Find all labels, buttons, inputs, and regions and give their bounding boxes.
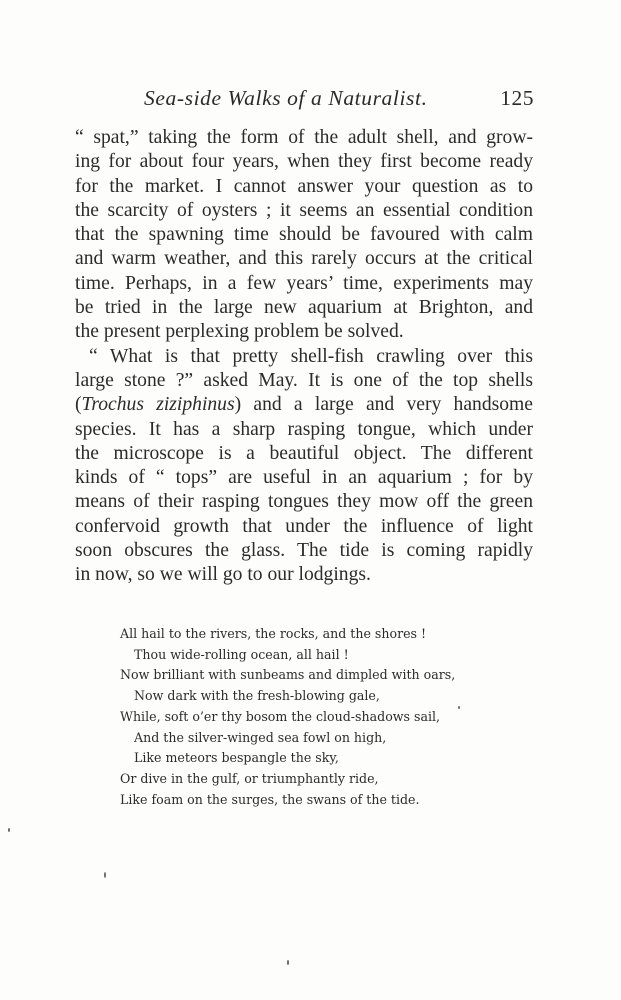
poem-line: Now dark with the fresh-blowing gale, (134, 688, 380, 704)
text-line: soon obscures the glass. The tide is coming rapidly (75, 540, 533, 562)
body-text (75, 126, 533, 588)
text-line: “ What is that pretty shell-fish crawling over this (89, 345, 533, 367)
poem-stanza (120, 624, 500, 810)
open-paren: ( (75, 394, 82, 416)
text-fragment: ) and a large and very handsome (234, 394, 533, 416)
text-line: the microscope is a beautiful object. The different (75, 442, 533, 464)
page-number: 125 (500, 86, 534, 110)
text-line: ing for about four years, when they first become ready (75, 151, 533, 173)
text-line-with-species (75, 393, 533, 417)
text-line: in now, so we will go to our lodgings. (75, 564, 371, 586)
poem-line: Or dive in the gulf, or triumphantly ride, (120, 770, 379, 786)
text-line: confervoid growth that under the influence of light (75, 515, 533, 537)
text-line: means of their rasping tongues they mow off the green (75, 491, 533, 513)
text-line: the present perplexing problem be solved. (75, 321, 404, 343)
text-line: “ spat,” taking the form of the adult shell, and grow- (75, 127, 533, 148)
paper-speck (287, 960, 289, 965)
text-line: and warm weather, and this rarely occurs at the critical (75, 248, 533, 270)
poem-line: Like foam on the surges, the swans of the tide. (120, 791, 420, 807)
paper-speck (104, 872, 106, 878)
running-title: Sea-side Walks of a Naturalist. (144, 86, 428, 110)
text-line: for the market. I cannot answer your question as to (75, 175, 533, 197)
text-line: large stone ?” asked May. It is one of the top shells (75, 369, 533, 391)
poem-line: Like meteors bespangle the sky, (134, 750, 339, 766)
text-line: species. It has a sharp rasping tongue, which under (75, 418, 533, 440)
text-line: kinds of “ tops” are useful in an aquarium ; for by (75, 467, 533, 489)
paper-speck (458, 706, 460, 709)
text-line: the scarcity of oysters ; it seems an essential condition (75, 199, 533, 221)
species-name: Trochus ziziphinus (81, 394, 235, 416)
page-header (74, 86, 534, 112)
paragraph-top-shells (75, 345, 533, 588)
paragraph-oyster-spat (75, 126, 533, 345)
text-line: time. Perhaps, in a few years’ time, experiments may (75, 272, 533, 294)
paper-speck (8, 828, 10, 832)
text-line: be tried in the large new aquarium at Brighton, and (75, 297, 533, 319)
poem-line: All hail to the rivers, the rocks, and the shores ! (120, 626, 427, 641)
poem-line: Thou wide-rolling ocean, all hail ! (134, 646, 349, 662)
poem-line: Now brilliant with sunbeams and dimpled with oars, (120, 667, 456, 683)
text-line: that the spawning time should be favoured with calm (75, 224, 533, 246)
poem-line: And the silver-winged sea fowl on high, (134, 729, 387, 745)
poem-line: While, soft o’er thy bosom the cloud-shadows sail, (120, 708, 441, 724)
